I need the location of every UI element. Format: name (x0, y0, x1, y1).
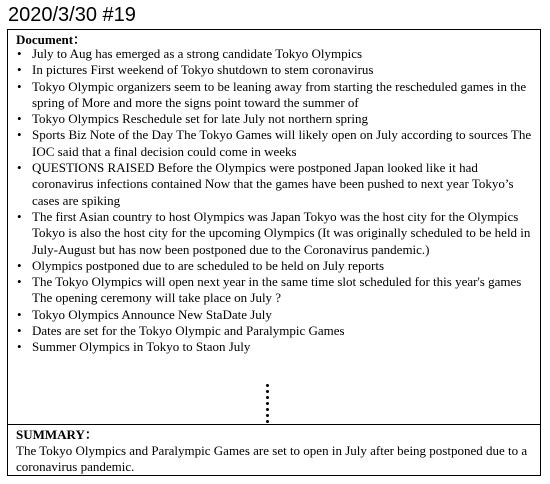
list-item-text: Tokyo Olympics Reschedule set for late July not northern spring (32, 111, 368, 127)
bullet-icon: • (17, 160, 22, 176)
bullet-icon: • (17, 274, 22, 290)
list-item (12, 209, 536, 258)
list-item (12, 339, 536, 355)
bullet-icon: • (17, 257, 22, 273)
list-item (12, 62, 536, 78)
document-bullet-list (12, 46, 536, 356)
bullet-icon: • (17, 323, 22, 339)
list-item (12, 111, 536, 127)
bullet-icon: • (17, 78, 22, 94)
bullet-icon: • (17, 62, 22, 78)
list-item-text: Tokyo Olympics Announce New StaDate July (32, 306, 272, 322)
list-item-text: The first Asian country to host Olympics was Japan Tokyo was the host city for the Olympics Tokyo is also the host city for the upcoming Olympics (It was originally scheduled to be held in July-August but has now been postponed due to the Coronavirus pandemic.) (32, 208, 531, 257)
list-item-text: In pictures First weekend of Tokyo shutdown to stem coronavirus (32, 62, 374, 78)
list-item-text: July to Aug has emerged as a strong candidate Tokyo Olympics (32, 46, 363, 61)
bullet-icon: • (17, 46, 22, 61)
list-item-text: Olympics postponed due to are scheduled to be held on July reports (32, 257, 385, 273)
list-item-text: Sports Biz Note of the Day The Tokyo Games will likely open on July according to sources The IOC said that a final decision could come in weeks (32, 127, 532, 159)
list-item (12, 79, 536, 112)
list-item-text: QUESTIONS RAISED Before the Olympics were postponed Japan looked like it had coronavirus infections contained Now that the games have been pushed to next year Tokyo’s cases are spiking (32, 160, 514, 208)
bullet-icon: • (17, 306, 22, 322)
list-item (12, 307, 536, 323)
list-item (12, 46, 536, 62)
document-label: Document： (16, 32, 87, 47)
page-title: 2020/3/30 #19 (8, 4, 136, 26)
summary-divider (8, 424, 540, 425)
list-item (12, 127, 536, 160)
bullet-icon: • (17, 208, 22, 224)
bullet-icon: • (17, 127, 22, 143)
list-item-text: The Tokyo Olympics will open next year in the same time slot scheduled for this year's games The opening ceremony will take place on July ? (32, 274, 522, 306)
summary-text: The Tokyo Olympics and Paralympic Games are set to open in July after being postponed due to a coronavirus pandemic. (16, 443, 528, 475)
bullet-icon: • (17, 339, 22, 355)
list-item (12, 274, 536, 307)
list-item-text: Dates are set for the Tokyo Olympic and Paralympic Games (32, 323, 345, 339)
list-item (12, 258, 536, 274)
summary-label: SUMMARY： (16, 427, 98, 442)
list-item (12, 323, 536, 339)
document-panel (7, 29, 541, 476)
list-item (12, 160, 536, 209)
bullet-icon: • (17, 111, 22, 127)
vertical-ellipsis-icon (264, 384, 270, 423)
list-item-text: Tokyo Olympic organizers seem to be leaning away from starting the rescheduled games in the spring of More and more the signs point toward the summer of (32, 78, 527, 110)
list-item-text: Summer Olympics in Tokyo to Staon July (32, 339, 251, 355)
